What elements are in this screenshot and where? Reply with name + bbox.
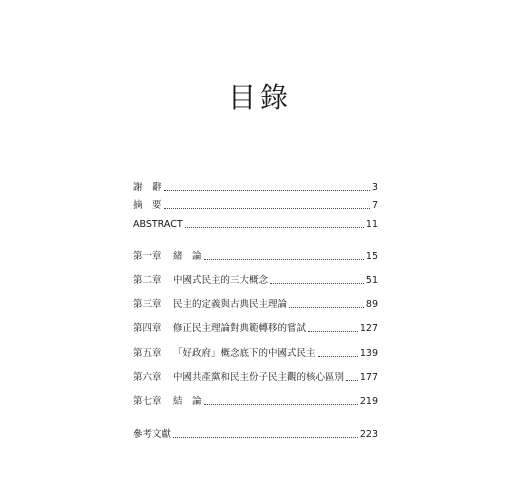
- dot-leader: [173, 437, 358, 438]
- dot-leader: [204, 259, 364, 260]
- toc-chapter-number: 第五章: [133, 348, 162, 359]
- toc-entry-page: 11: [365, 219, 378, 230]
- toc-entry-page: 51: [365, 275, 378, 286]
- toc-entry-title: 摘 要: [133, 200, 162, 211]
- toc-entry-chapter-5[interactable]: [133, 346, 378, 360]
- toc-entry-page: 177: [359, 372, 378, 383]
- toc-entry-page: 7: [371, 200, 378, 211]
- toc-entry-chapter-4[interactable]: [133, 321, 378, 335]
- toc-entry-title: 「好政府」概念底下的中國式民主: [173, 348, 316, 359]
- dot-leader: [346, 380, 358, 381]
- toc-entry-page: 89: [365, 299, 378, 310]
- toc-entry-page: 223: [359, 429, 378, 440]
- toc-entry-page: 219: [359, 396, 378, 407]
- toc-entry-abstract-chinese[interactable]: [133, 198, 378, 212]
- toc-chapter-number: 第四章: [133, 323, 162, 334]
- toc-entry-title: ABSTRACT: [133, 219, 183, 230]
- toc-chapter-number: 第七章: [133, 396, 162, 407]
- toc-entry-page: 127: [359, 323, 378, 334]
- toc-entry-page: 139: [359, 348, 378, 359]
- toc-entry-title: 修正民主理論對典範轉移的嘗試: [173, 323, 307, 334]
- dot-leader: [308, 331, 358, 332]
- dot-leader: [185, 227, 364, 228]
- toc-entry-title: 謝 辭: [133, 182, 162, 193]
- toc-chapter-number: 第一章: [133, 251, 162, 262]
- dot-leader: [164, 208, 370, 209]
- toc-entry-references[interactable]: [133, 427, 378, 441]
- toc-entry-title: 中國共產黨和民主份子民主觀的核心區別: [173, 372, 345, 383]
- dot-leader: [164, 190, 370, 191]
- toc-entry-chapter-3[interactable]: [133, 297, 378, 311]
- dot-leader: [318, 356, 358, 357]
- dot-leader: [270, 283, 364, 284]
- toc-entry-page: 15: [365, 251, 378, 262]
- toc-entry-title: 中國式民主的三大概念: [173, 275, 269, 286]
- toc-entry-title: 參考文獻: [133, 429, 172, 440]
- toc-entry-chapter-2[interactable]: [133, 273, 378, 287]
- toc-entry-title: 民主的定義與古典民主理論: [173, 299, 288, 310]
- toc-entry-chapter-6[interactable]: [133, 370, 378, 384]
- toc-entry-abstract-english[interactable]: [133, 217, 378, 231]
- toc-chapter-number: 第三章: [133, 299, 162, 310]
- toc-chapter-number: 第二章: [133, 275, 162, 286]
- toc-chapter-number: 第六章: [133, 372, 162, 383]
- toc-entry-title: 結 論: [173, 396, 202, 407]
- toc-entry-page: 3: [371, 182, 378, 193]
- page-title: 目錄: [227, 81, 292, 114]
- toc-entry-title: 緒 論: [173, 251, 202, 262]
- toc-entry-acknowledgements[interactable]: [133, 180, 378, 194]
- toc-entry-chapter-1[interactable]: [133, 249, 378, 263]
- dot-leader: [289, 307, 364, 308]
- toc-entry-chapter-7[interactable]: [133, 394, 378, 408]
- dot-leader: [204, 404, 358, 405]
